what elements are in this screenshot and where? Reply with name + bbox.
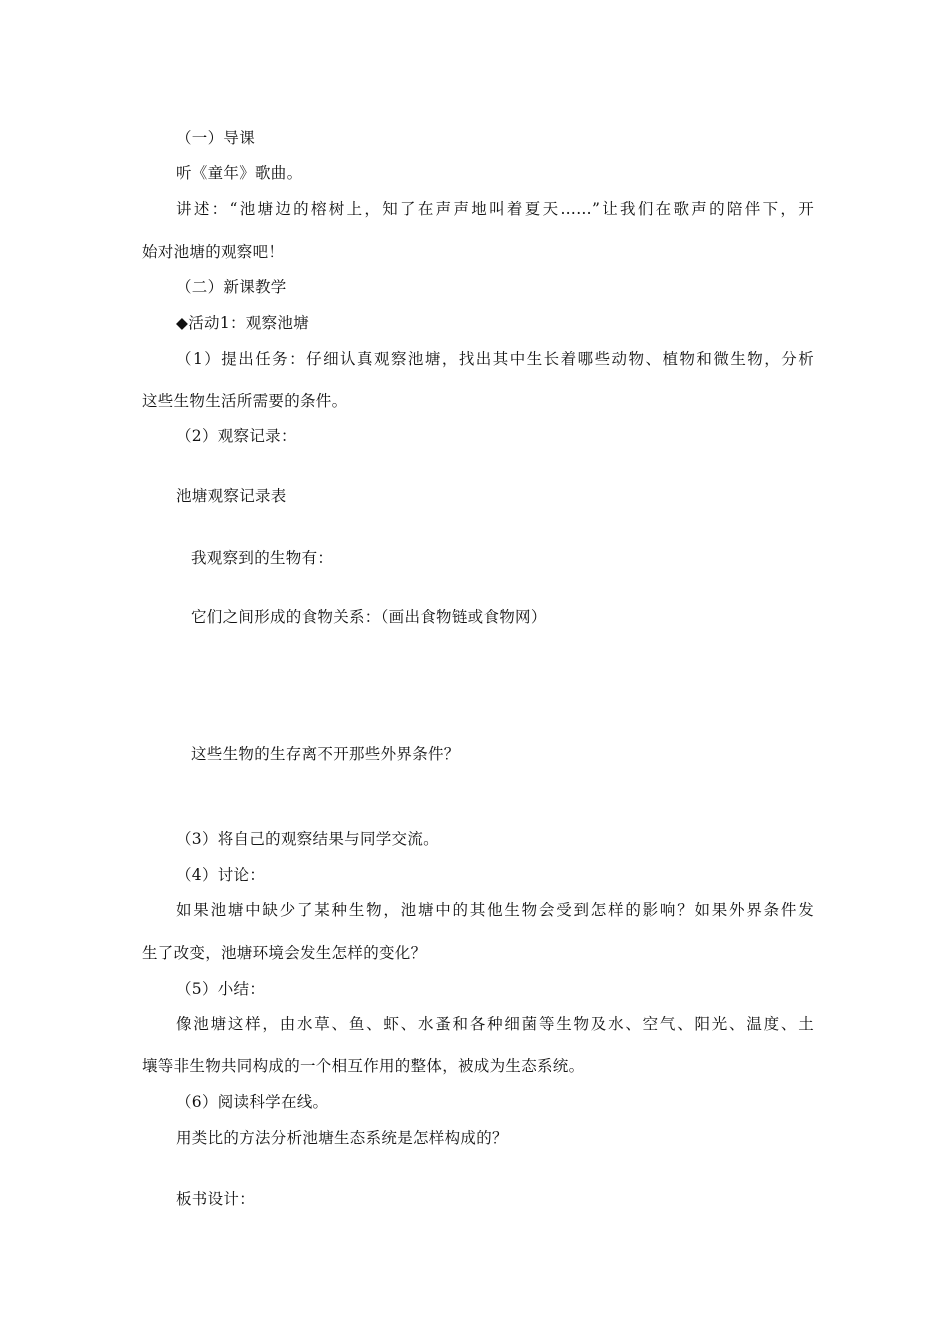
paragraph-line: 像池塘这样，由水草、鱼、虾、水蚤和各种细菌等生物及水、空气、阳光、温度、土 bbox=[176, 1015, 814, 1033]
paragraph-line: 始对池塘的观察吧！ bbox=[142, 243, 285, 261]
paragraph-line: 生了改变，池塘环境会发生怎样的变化？ bbox=[142, 944, 427, 962]
section-heading-intro: （一）导课 bbox=[176, 129, 256, 147]
paragraph-line: 用类比的方法分析池塘生态系统是怎样构成的？ bbox=[176, 1129, 508, 1147]
paragraph-line: （3）将自己的观察结果与同学交流。 bbox=[176, 830, 439, 848]
paragraph-line: （1）提出任务：仔细认真观察池塘，找出其中生长着哪些动物、植物和微生物，分析 bbox=[176, 350, 814, 368]
record-field-food-relations: 它们之间形成的食物关系：（画出食物链或食物网） bbox=[191, 608, 547, 626]
paragraph-line: 这些生物生活所需要的条件。 bbox=[142, 392, 348, 410]
section-heading-new-lesson: （二）新课教学 bbox=[176, 278, 287, 296]
record-field-organisms: 我观察到的生物有： bbox=[191, 549, 334, 567]
paragraph-line: （4）讨论： bbox=[176, 866, 266, 884]
paragraph-line: 如果池塘中缺少了某种生物，池塘中的其他生物会受到怎样的影响？如果外界条件发 bbox=[176, 901, 814, 919]
board-design-heading: 板书设计： bbox=[176, 1190, 256, 1208]
paragraph-line: 壤等非生物共同构成的一个相互作用的整体，被成为生态系统。 bbox=[142, 1057, 585, 1075]
activity-heading: ◆活动1：观察池塘 bbox=[176, 314, 309, 332]
record-field-conditions: 这些生物的生存离不开那些外界条件？ bbox=[191, 745, 460, 763]
paragraph-line: 听《童年》歌曲。 bbox=[176, 164, 303, 182]
table-title: 池塘观察记录表 bbox=[176, 487, 287, 505]
paragraph-line: （6）阅读科学在线。 bbox=[176, 1093, 329, 1111]
paragraph-line: （5）小结： bbox=[176, 980, 266, 998]
paragraph-line: （2）观察记录： bbox=[176, 427, 297, 445]
paragraph-line: 讲述：“池塘边的榕树上，知了在声声地叫着夏天……”让我们在歌声的陪伴下，开 bbox=[176, 200, 814, 218]
